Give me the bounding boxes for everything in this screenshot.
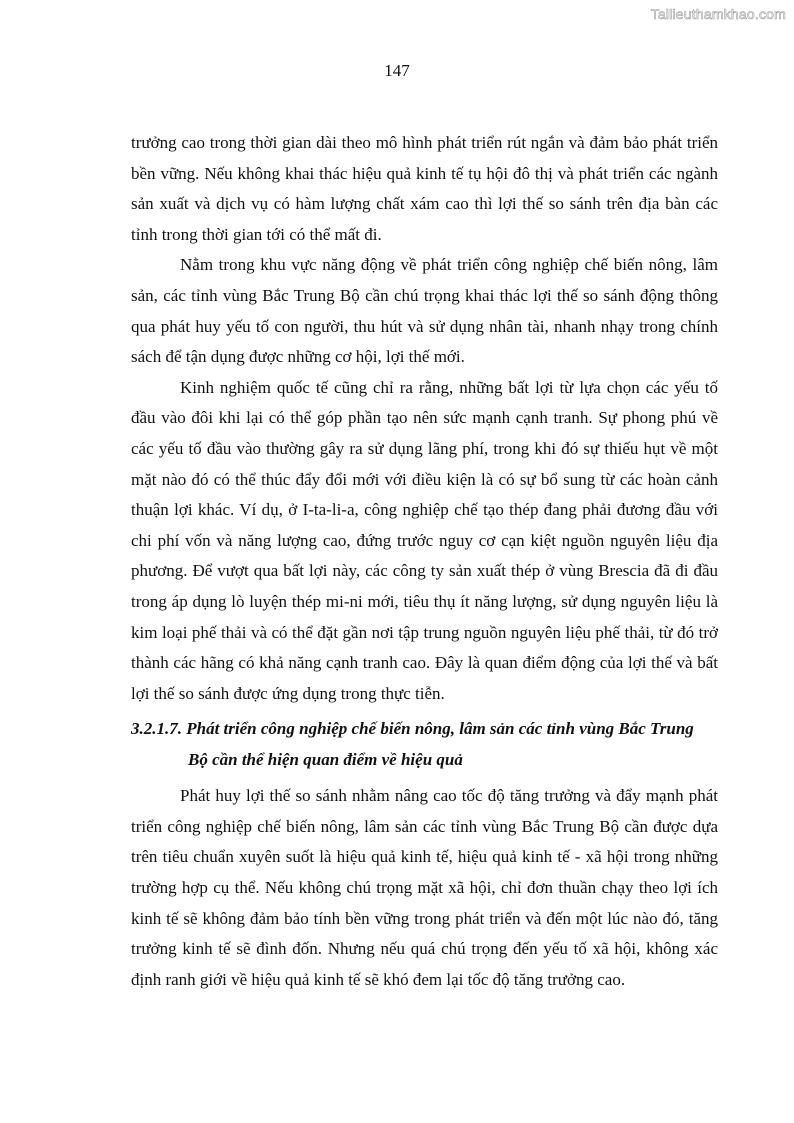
section-heading-line2: Bộ cần thể hiện quan điểm về hiệu quả [188, 750, 463, 770]
paragraph-international-experience: Kinh nghiệm quốc tế cũng chỉ ra rằng, những bất lợi từ lựa chọn các yếu tố đầu vào đôi khi lại có thể góp phần tạo nên sức mạnh cạnh tranh. Sự phong phú về các yếu tố đầu vào thường gây ra sử dụng lãng phí, trong khi đó sự thiếu hụt về một mặt nào đó có thể thúc đẩy đổi mới với điều kiện là có sự bổ sung từ các hoàn cảnh thuận lợi khác. Ví dụ, ở I-ta-li-a, công nghiệp chế tạo thép đang phải đương đầu với chi phí vốn và năng lượng cao, đứng trước nguy cơ cạn kiệt nguồn nguyên liệu địa phương. Để vượt qua bất lợi này, các công ty sản xuất thép ở vùng Brescia đã đi đầu trong áp dụng lò luyện thép mi-ni mới, tiêu thụ ít năng lượng, sử dụng nguyên liệu là kim loại phế thải và có thể đặt gần nơi tập trung nguồn nguyên liệu phế thải, từ đó trở thành các hãng có khả năng cạnh tranh cao. Đây là quan điểm động của lợi thế và bất lợi thế so sánh được ứng dụng trong thực tiễn. [131, 377, 718, 703]
paragraph-efficiency: Phát huy lợi thế so sánh nhằm nâng cao tốc độ tăng trưởng và đẩy mạnh phát triển công nghiệp chế biến nông, lâm sản các tỉnh vùng Bắc Trung Bộ cần được dựa trên tiêu chuẩn xuyên suốt là hiệu quả kinh tế, hiệu quả kinh tế - xã hội trong những trường hợp cụ thể. Nếu không chú trọng mặt xã hội, chỉ đơn thuần chạy theo lợi ích kinh tế sẽ không đảm bảo tính bền vững trong phát triển và đến một lúc nào đó, tăng trưởng kinh tế sẽ đình đốn. Nhưng nếu quá chú trọng đến yếu tố xã hội, không xác định ranh giới về hiệu quả kinh tế sẽ khó đem lại tốc độ tăng trưởng cao. [131, 786, 718, 989]
watermark-text: Tailieuthamkhao.com [650, 6, 786, 22]
section-heading [131, 713, 718, 775]
page-number: 147 [384, 61, 410, 80]
section-heading-line1: 3.2.1.7. Phát triển công nghiệp chế biến nông, lâm sản các tỉnh vùng Bắc Trung [131, 719, 694, 739]
paragraph-continuation: trưởng cao trong thời gian dài theo mô hình phát triển rút ngắn và đảm bảo phát triển bền vững. Nếu không khai thác hiệu quả kinh tế tụ hội đô thị và phát triển các ngành sản xuất và dịch vụ có hàm lượng chất xám cao thì lợi thế so sánh trên địa bàn các tỉnh trong thời gian tới có thể mất đi. [131, 133, 718, 244]
paragraph-dynamic-advantage: Nằm trong khu vực năng động về phát triển công nghiệp chế biến nông, lâm sản, các tỉnh vùng Bắc Trung Bộ cần chú trọng khai thác lợi thế so sánh động thông qua phát huy yếu tố con người, thu hút và sử dụng nhân tài, nhanh nhạy trong chính sách để tận dụng được những cơ hội, lợi thế mới. [131, 255, 718, 367]
document-body [131, 128, 718, 995]
